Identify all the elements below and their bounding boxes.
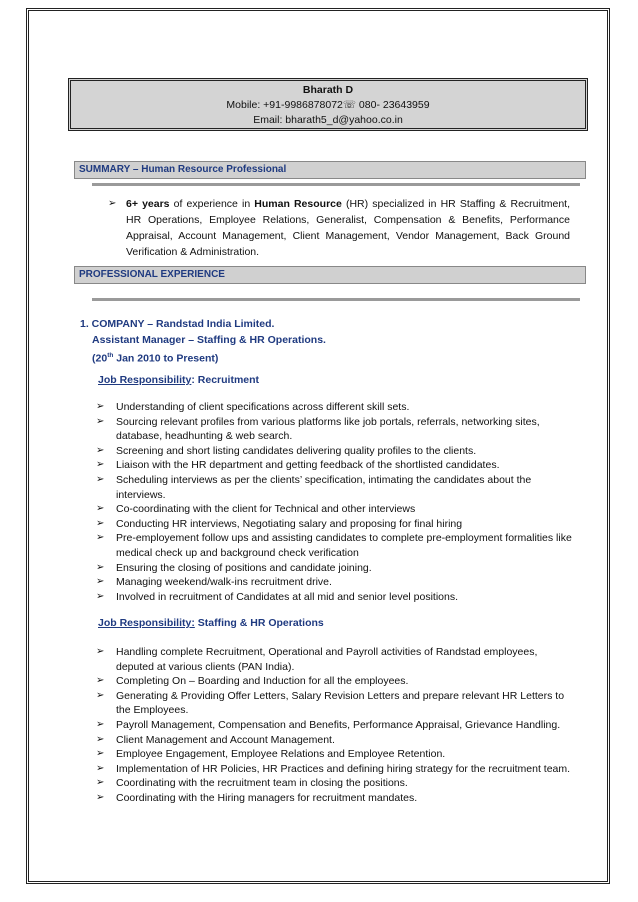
- arrow-bullet-icon: ➢: [96, 689, 105, 701]
- mobile-line: Mobile: +91-9986878072☏ 080- 23643959: [226, 99, 430, 111]
- employment-period: (20th Jan 2010 to Present): [92, 352, 219, 365]
- arrow-bullet-icon: ➢: [96, 718, 105, 730]
- operations-heading: Job Responsibility: Staffing & HR Operations: [98, 617, 324, 629]
- arrow-bullet-icon: ➢: [96, 459, 105, 471]
- list-item: [96, 791, 578, 806]
- list-item: [96, 590, 578, 605]
- candidate-name: Bharath D: [302, 84, 354, 96]
- list-item-text: Ensuring the closing of positions and candidate joining.: [116, 561, 372, 574]
- list-item-text: Managing weekend/walk-ins recruitment drive.: [116, 576, 332, 589]
- list-item-text: Employee Engagement, Employee Relations and Employee Retention.: [116, 748, 446, 761]
- company-name: 1. COMPANY – Randstad India Limited.: [80, 318, 275, 330]
- contact-header: [68, 78, 588, 131]
- arrow-bullet-icon: ➢: [96, 503, 105, 515]
- list-item-text: Involved in recruitment of Candidates at all mid and senior level positions.: [116, 590, 459, 603]
- summary-text-rest: (HR) specialized in HR Staffing & Recruitment, HR Operations, Employee Relations, Generalist, Compensation & Benefits, Performance Appraisal, Account Management, Client Management, Vendor Management, Back Ground Verification & Administration.: [126, 198, 571, 258]
- arrow-bullet-icon: ➢: [96, 762, 105, 774]
- list-item: [96, 733, 578, 748]
- list-item-text: Implementation of HR Policies, HR Practices and defining hiring strategy for the recruitment team.: [116, 762, 571, 775]
- list-item: [96, 645, 578, 674]
- list-item-text: Client Management and Account Management.: [116, 733, 335, 746]
- arrow-bullet-icon: ➢: [96, 401, 105, 412]
- summary-text: [108, 196, 570, 260]
- list-item: [96, 689, 578, 718]
- company-block: [80, 316, 326, 367]
- arrow-bullet-icon: ➢: [96, 517, 105, 529]
- email-line: Email: bharath5_d@yahoo.co.in: [253, 114, 403, 126]
- arrow-bullet-icon: ➢: [96, 561, 105, 573]
- arrow-bullet-icon: ➢: [96, 532, 105, 544]
- list-item-text: Handling complete Recruitment, Operational and Payroll activities of Randstad employees, deputed at various clients (PAN India).: [116, 646, 538, 673]
- list-item-text: Generating & Providing Offer Letters, Salary Revision Letters and prepare relevant HR Letters to the Employees.: [116, 689, 565, 717]
- list-item-text: Payroll Management, Compensation and Benefits, Performance Appraisal, Grievance Handling.: [116, 718, 561, 731]
- list-item-text: Completing On – Boarding and Induction for all the employees.: [116, 675, 409, 688]
- list-item: [96, 517, 578, 532]
- list-item-text: Screening and short listing candidates delivering quality profiles to the clients.: [116, 444, 477, 457]
- arrow-bullet-icon: ➢: [96, 733, 105, 745]
- list-item-text: Coordinating with the Hiring managers for recruitment mandates.: [116, 791, 418, 804]
- list-item: [96, 400, 578, 415]
- arrow-bullet-icon: ➢: [96, 444, 105, 456]
- recruitment-list: [96, 400, 578, 604]
- years-text: 6+ years: [126, 198, 170, 210]
- list-item: [96, 674, 578, 689]
- arrow-bullet-icon: ➢: [96, 473, 105, 485]
- list-item-text: Sourcing relevant profiles from various platforms like job portals, referrals, networking sites, database, headhunting & web search.: [116, 415, 540, 443]
- list-item-text: Coordinating with the recruitment team in closing the positions.: [116, 777, 408, 790]
- list-item: [96, 415, 578, 444]
- list-item: [96, 473, 578, 502]
- list-item: [96, 575, 578, 590]
- list-item: [96, 747, 578, 762]
- list-item: [96, 561, 578, 576]
- list-item: [96, 502, 578, 517]
- arrow-bullet-icon: ➢: [96, 576, 105, 588]
- summary-bullet: [108, 196, 570, 260]
- arrow-bullet-icon: ➢: [108, 198, 117, 209]
- summary-rule: [92, 183, 580, 186]
- list-item: [96, 444, 578, 459]
- list-item-text: Scheduling interviews as per the clients’ specification, intimating the candidates about the interviews.: [116, 473, 532, 501]
- list-item-text: Understanding of client specifications across different skill sets.: [116, 401, 410, 413]
- list-item-text: Conducting HR interviews, Negotiating salary and proposing for final hiring: [116, 517, 463, 530]
- experience-heading: PROFESSIONAL EXPERIENCE: [74, 266, 586, 284]
- list-item-text: Liaison with the HR department and getting feedback of the shortlisted candidates.: [116, 459, 500, 472]
- experience-rule: [92, 298, 580, 301]
- list-item-text: Co-coordinating with the client for Technical and other interviews: [116, 503, 416, 516]
- arrow-bullet-icon: ➢: [96, 590, 105, 602]
- summary-text-part: of experience in: [169, 198, 255, 210]
- hr-text: Human Resource: [254, 198, 342, 210]
- list-item: [96, 718, 578, 733]
- arrow-bullet-icon: ➢: [96, 415, 105, 427]
- arrow-bullet-icon: ➢: [96, 748, 105, 760]
- list-item: [96, 776, 578, 791]
- list-item: [96, 458, 578, 473]
- summary-heading: SUMMARY – Human Resource Professional: [74, 161, 586, 179]
- list-item: [96, 531, 578, 560]
- list-item-text: Pre-employement follow ups and assisting candidates to complete pre-employment formalities like medical check up and background check verification: [116, 532, 572, 559]
- arrow-bullet-icon: ➢: [96, 777, 105, 789]
- role-title: Assistant Manager – Staffing & HR Operations.: [92, 334, 326, 346]
- operations-list: [96, 645, 578, 806]
- arrow-bullet-icon: ➢: [96, 791, 105, 803]
- list-item: [96, 762, 578, 777]
- arrow-bullet-icon: ➢: [96, 675, 105, 687]
- recruitment-heading: Job Responsibility: Recruitment: [98, 374, 260, 386]
- arrow-bullet-icon: ➢: [96, 646, 105, 657]
